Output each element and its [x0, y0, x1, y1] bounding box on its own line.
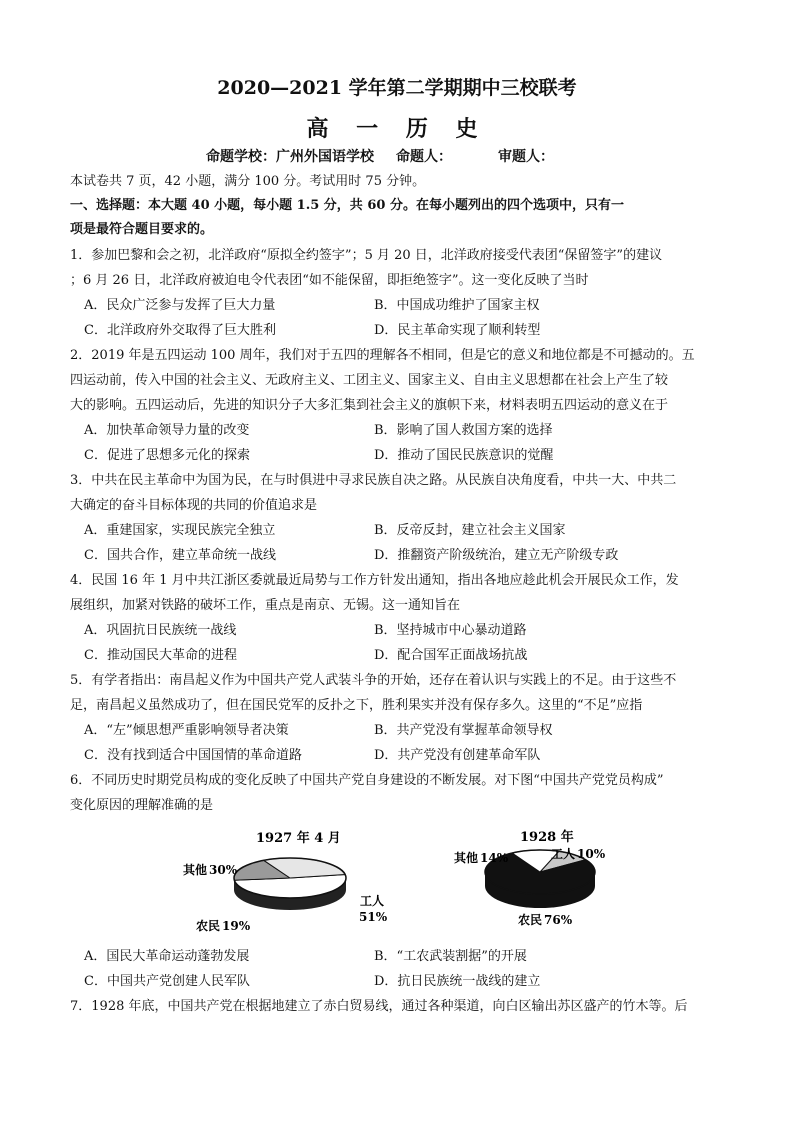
q4-option-d: D．配合国军正面战场抗战 [374, 648, 528, 663]
pie1-value-worker: 51% [359, 910, 388, 924]
q4-option-b: B．坚持城市中心暴动道路 [374, 623, 527, 638]
question-3-line-2: 大确定的奋斗目标体现的共同的价值追求是 [70, 498, 318, 513]
question-2-line-2: 四运动前，传入中国的社会主义、无政府主义、工团主义、国家主义、自由主义思想都在社会上产生了较 [70, 373, 669, 388]
school-label: 命题学校：广州外国语学校 [206, 149, 374, 165]
q4-option-a: A．巩固抗日民族统一战线 [84, 623, 237, 638]
question-1-line-2: ；6 月 26 日，北洋政府被迫电令代表团“如不能保留，即拒绝签字”。这一变化反映了当时 [70, 273, 589, 288]
intro-text: 本试卷共 7 页，42 小题，满分 100 分。考试用时 75 分钟。 [70, 174, 426, 189]
pie2-title: 1928 年 [520, 830, 574, 845]
subject-title: 高 一 历 史 [306, 116, 488, 142]
pie1-label-worker: 工人 [360, 894, 385, 908]
q6-option-a: A．国民大革命运动蓬勃发展 [84, 949, 250, 964]
question-5-line-1: 5．有学者指出：南昌起义作为中国共产党人武装斗争的开始，还存在着认识与实践上的不足。由于这些不 [70, 673, 677, 688]
q2-option-c: C．促进了思想多元化的探索 [84, 448, 250, 463]
q6-option-b: B．“工农武装割据”的开展 [374, 949, 527, 964]
q3-option-c: C．国共合作，建立革命统一战线 [84, 548, 276, 563]
question-3-line-1: 3．中共在民主革命中为国为民，在与时俱进中寻求民族自决之路。从民族自决角度看，中共一大、中共二 [70, 473, 677, 488]
q3-option-b: B．反帝反封，建立社会主义国家 [374, 523, 566, 538]
pie1-title: 1927 年 4 月 [256, 831, 341, 846]
reviewer-label: 审题人： [498, 149, 554, 165]
question-2-line-3: 大的影响。五四运动后，先进的知识分子大多汇集到社会主义的旗帜下来，材料表明五四运动的意义在于 [70, 398, 669, 413]
question-1-line-1: 1．参加巴黎和会之初，北洋政府“原拟全约签字”；5 月 20 日，北洋政府接受代表团“保留签字”的建议 [70, 248, 663, 263]
q6-option-d: D．抗日民族统一战线的建立 [374, 974, 541, 989]
pie2-label-other: 其他 14% [454, 851, 509, 865]
q2-option-d: D．推动了国民民族意识的觉醒 [374, 448, 554, 463]
pie1-label-other: 其他 30% [183, 863, 238, 877]
party-member-composition-figure [160, 822, 640, 942]
q3-option-a: A．重建国家，实现民族完全独立 [84, 523, 276, 538]
q1-option-c: C．北洋政府外交取得了巨大胜利 [84, 323, 276, 338]
question-4-line-1: 4．民国 16 年 1 月中共江浙区委就最近局势与工作方针发出通知，指出各地应趁此机会开展民众工作，发 [70, 573, 679, 588]
pie2-label-farmer: 农民 76% [518, 913, 573, 927]
question-5-line-2: 足，南昌起义虽然成功了，但在国民党军的反扑之下，胜利果实并没有保存多久。这里的“不足”应指 [70, 698, 643, 713]
exam-title: 2020—2021 学年第二学期期中三校联考 [217, 77, 577, 99]
question-7-line-1: 7．1928 年底，中国共产党在根据地建立了赤白贸易线，通过各种渠道，向白区输出苏区盛产的竹木等。后 [70, 999, 688, 1014]
q5-option-b: B．共产党没有掌握革命领导权 [374, 723, 553, 738]
q3-option-d: D．推翻资产阶级统治，建立无产阶级专政 [374, 548, 619, 563]
pie1-label-farmer: 农民 19% [196, 919, 251, 933]
setter-label: 命题人： [396, 149, 452, 165]
q5-option-c: C．没有找到适合中国国情的革命道路 [84, 748, 302, 763]
q2-option-a: A．加快革命领导力量的改变 [84, 423, 250, 438]
question-6-line-1: 6．不同历史时期党员构成的变化反映了中国共产党自身建设的不断发展。对下图“中国共产党党员构成” [70, 773, 664, 788]
q1-option-d: D．民主革命实现了顺利转型 [374, 323, 541, 338]
pie2-label-worker: 工人 10% [551, 847, 606, 861]
q6-option-c: C．中国共产党创建人民军队 [84, 974, 250, 989]
setter-info [206, 146, 576, 166]
q4-option-c: C．推动国民大革命的进程 [84, 648, 237, 663]
q5-option-a: A．“左”倾思想严重影响领导者决策 [84, 723, 289, 738]
section-heading-cont: 项是最符合题目要求的。 [70, 222, 214, 237]
q1-option-b: B．中国成功维护了国家主权 [374, 298, 540, 313]
question-2-line-1: 2．2019 年是五四运动 100 周年，我们对于五四的理解各不相同，但是它的意义和地位都是不可撼动的。五 [70, 348, 695, 363]
q5-option-d: D．共产党没有创建革命军队 [374, 748, 541, 763]
question-4-line-2: 展组织，加紧对铁路的破坏工作，重点是南京、无锡。这一通知旨在 [70, 598, 461, 613]
section-heading: 一、选择题：本大题 40 小题，每小题 1.5 分，共 60 分。在每小题列出的四个选项中，只有一 [70, 198, 624, 213]
question-6-line-2: 变化原因的理解准确的是 [70, 798, 214, 813]
q1-option-a: A．民众广泛参与发挥了巨大力量 [84, 298, 276, 313]
q2-option-b: B．影响了国人救国方案的选择 [374, 423, 553, 438]
